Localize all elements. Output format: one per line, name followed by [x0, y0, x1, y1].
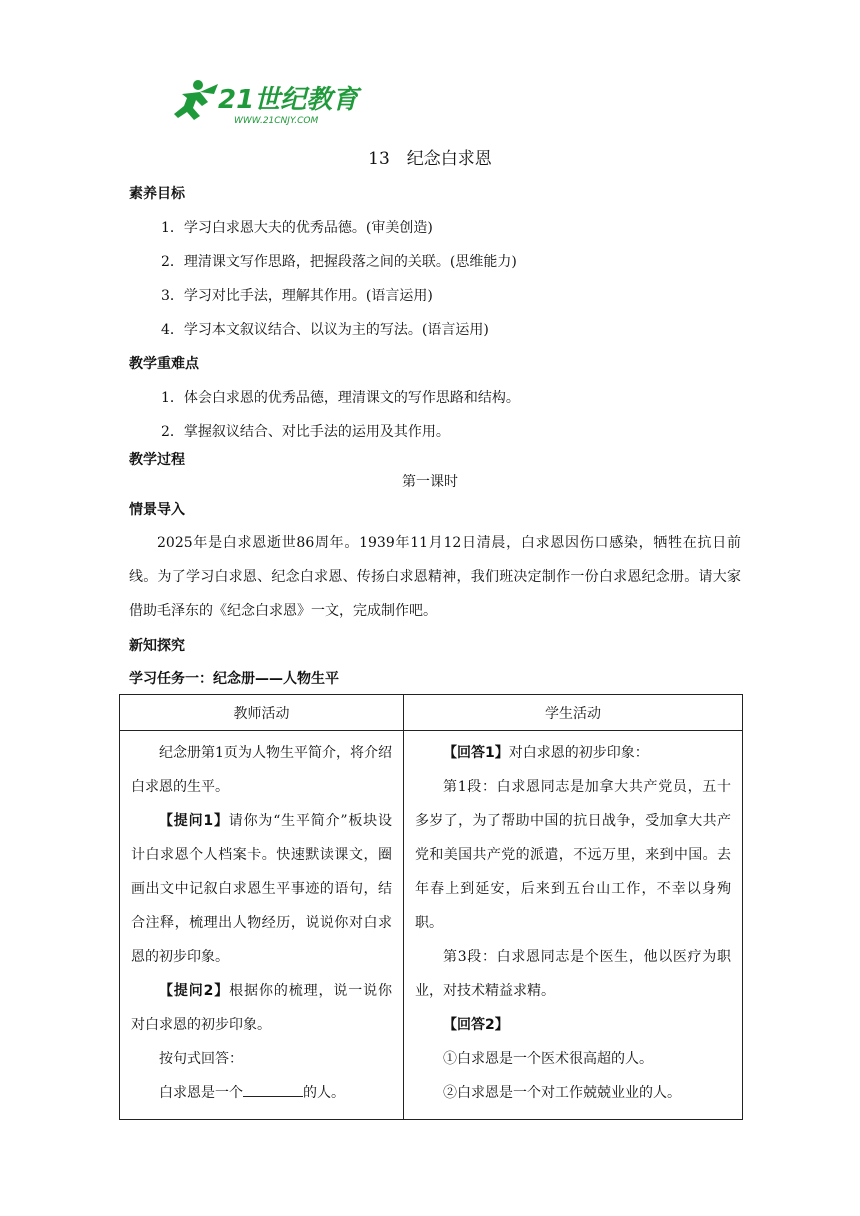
- student-answer-2-label: [415, 1008, 731, 1042]
- task-title: 学习任务一：纪念册——人物生平: [129, 671, 339, 687]
- activity-table: [119, 694, 743, 1120]
- key-point-1: 1．体会白求恩的优秀品德，理清课文的写作思路和结构。: [161, 390, 520, 406]
- teacher-question-1: [131, 804, 392, 974]
- heading-process: 教学过程: [129, 452, 185, 468]
- teacher-pattern: 按句式回答：: [159, 1051, 243, 1067]
- lesson-label: 第一课时: [402, 474, 458, 490]
- table-header-row: [120, 695, 743, 731]
- answer-1-text: 对白求恩的初步印象：: [508, 745, 649, 761]
- runner-logo-icon: [160, 76, 370, 128]
- page-title: 13 纪念白求恩: [368, 149, 492, 169]
- goal-item-4: 4．学习本文叙议结合、以议为主的写法。(语言运用): [161, 322, 489, 338]
- heading-goals: 素养目标: [129, 186, 185, 202]
- student-para-1: 第1段：白求恩同志是加拿大共产党员，五十多岁了，为了帮助中国的抗日战争，受加拿大共产党和美国共产党的派遣，不远万里，来到中国。去年春上到延安，后来到五台山工作，不幸以身殉职。: [415, 779, 731, 931]
- table-row: [120, 731, 743, 1120]
- key-point-2: 2．掌握叙议结合、对比手法的运用及其作用。: [161, 424, 450, 440]
- logo: [160, 76, 370, 128]
- question-1-label: 【提问1】: [159, 813, 229, 829]
- teacher-cell: [120, 731, 404, 1120]
- header-student: 学生活动: [404, 695, 743, 731]
- goal-item-2: 2．理清课文写作思路，把握段落之间的关联。(思维能力): [161, 254, 517, 270]
- student-answer-2-item-1: ①白求恩是一个医术很高超的人。: [443, 1051, 653, 1067]
- logo-text: 21世纪教育: [218, 85, 359, 115]
- logo-url: WWW.21CNJY.COM: [234, 116, 319, 126]
- answer-1-label: 【回答1】: [443, 745, 509, 761]
- goal-item-3: 3．学习对比手法，理解其作用。(语言运用): [161, 288, 433, 304]
- student-para-3: 第3段：白求恩同志是个医生，他以医疗为职业，对技术精益求精。: [415, 949, 731, 999]
- question-2-text: 根据你的梳理，说一说你对白求恩的初步印象。: [131, 983, 393, 1033]
- student-answer-2-item-2: ②白求恩是一个对工作兢兢业业的人。: [443, 1085, 681, 1101]
- teacher-fill-sentence: [131, 1076, 392, 1110]
- header-teacher: 教师活动: [120, 695, 404, 731]
- question-1-text: 请你为“生平简介”板块设计白求恩个人档案卡。快速默读课文，圈画出文中记叙白求恩生平事迹的语句，结合注释，梳理出人物经历，说说你对白求恩的初步印象。: [131, 813, 392, 965]
- heading-explore: 新知探究: [129, 638, 185, 654]
- intro-paragraph: 2025年是白求恩逝世86周年。1939年11月12日清晨，白求恩因伤口感染，牺牲在抗日前线。为了学习白求恩、纪念白求恩、传扬白求恩精神，我们班决定制作一份白求恩纪念册。请大家借助毛泽东的《纪念白求恩》一文，完成制作吧。: [129, 535, 741, 619]
- answer-2-label: 【回答2】: [443, 1017, 509, 1033]
- goal-item-1: 1．学习白求恩大夫的优秀品德。(审美创造): [161, 220, 433, 236]
- question-2-label: 【提问2】: [159, 983, 230, 999]
- heading-intro: 情景导入: [129, 502, 185, 518]
- teacher-intro: 纪念册第1页为人物生平简介，将介绍白求恩的生平。: [131, 745, 392, 795]
- teacher-question-2: [131, 974, 392, 1042]
- fill-blank: [243, 1082, 303, 1097]
- heading-key-points: 教学重难点: [129, 356, 199, 372]
- fill-after: 的人。: [303, 1085, 345, 1101]
- student-answer-1: [415, 736, 731, 770]
- fill-before: 白求恩是一个: [159, 1085, 243, 1101]
- student-cell: [404, 731, 743, 1120]
